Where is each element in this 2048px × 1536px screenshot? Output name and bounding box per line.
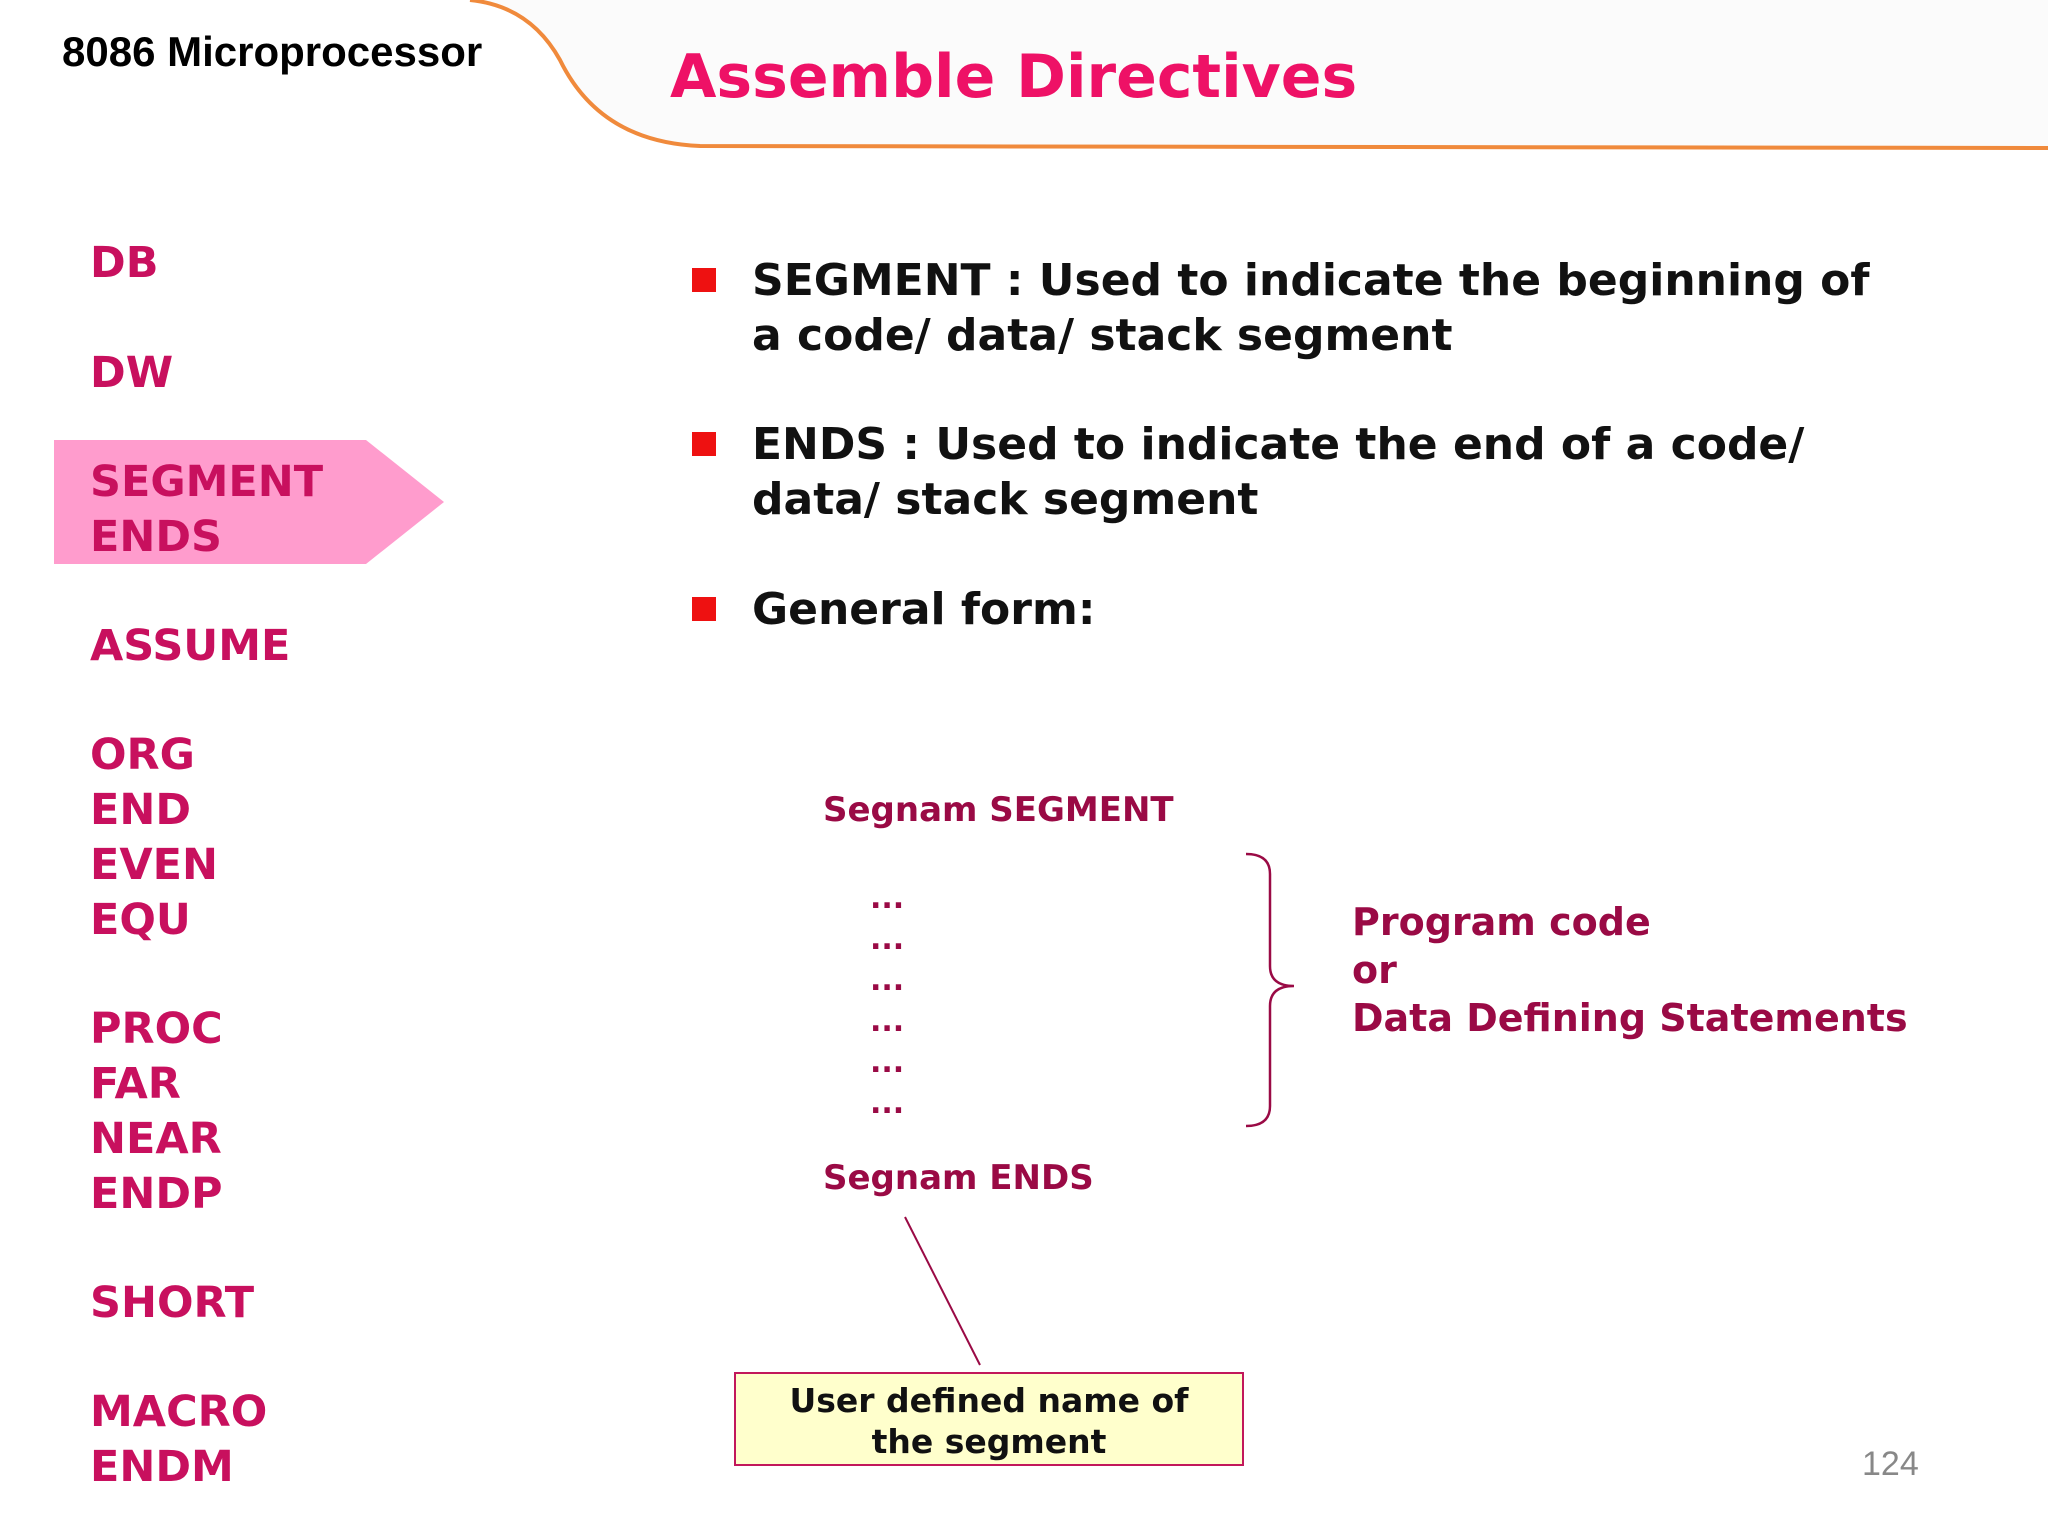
callout-line: User defined name of (789, 1381, 1189, 1420)
code-dots (870, 878, 904, 1124)
directive-far: FAR (90, 1059, 181, 1109)
dots-line: ... (870, 1045, 905, 1080)
callout-line: the segment (871, 1422, 1107, 1461)
directive-assume: ASSUME (90, 621, 291, 671)
dots-line: ... (870, 922, 905, 957)
page-number: 124 (1862, 1445, 1919, 1483)
course-title: 8086 Microprocessor (62, 28, 483, 75)
bullet-text-line: ENDS : Used to indicate the end of a code/ (752, 419, 1805, 470)
slide-title: Assemble Directives (670, 42, 1358, 112)
directive-near: NEAR (90, 1114, 222, 1164)
bullet-text-line: General form: (752, 584, 1096, 635)
bullet-text-line: a code/ data/ stack segment (752, 310, 1453, 361)
directive-ends: ENDS (90, 512, 223, 562)
code-segment-start: Segnam SEGMENT (823, 790, 1174, 830)
note-line: Program code (1352, 900, 1651, 944)
directive-even: EVEN (90, 840, 219, 890)
bullet-text-line: SEGMENT : Used to indicate the beginning of (752, 255, 1870, 306)
callout-pointer-line (880, 1215, 1000, 1375)
code-segment-end: Segnam ENDS (823, 1158, 1094, 1198)
directive-endp: ENDP (90, 1169, 223, 1219)
directive-endm: ENDM (90, 1442, 234, 1492)
dots-line: ... (870, 1004, 905, 1039)
bullet-square-icon (692, 432, 716, 456)
bullet-square-icon (692, 597, 716, 621)
note-line: Data Defining Statements (1352, 996, 1908, 1040)
dots-line: ... (870, 963, 905, 998)
directive-equ: EQU (90, 895, 191, 945)
callout-box (734, 1372, 1244, 1466)
dots-line: ... (870, 881, 905, 916)
directive-macro: MACRO (90, 1387, 268, 1437)
directive-short: SHORT (90, 1278, 255, 1328)
dots-line: ... (870, 1086, 905, 1121)
directive-dw: DW (90, 348, 174, 398)
directive-proc: PROC (90, 1004, 223, 1054)
bullet-square-icon (692, 268, 716, 292)
bullet-text-line: data/ stack segment (752, 474, 1259, 525)
directive-db: DB (90, 238, 159, 288)
directive-segment: SEGMENT (90, 457, 324, 507)
directive-end: END (90, 785, 192, 835)
program-code-note (1352, 898, 1908, 1042)
note-line: or (1352, 948, 1397, 992)
right-brace-icon (1240, 850, 1300, 1130)
directive-org: ORG (90, 730, 195, 780)
